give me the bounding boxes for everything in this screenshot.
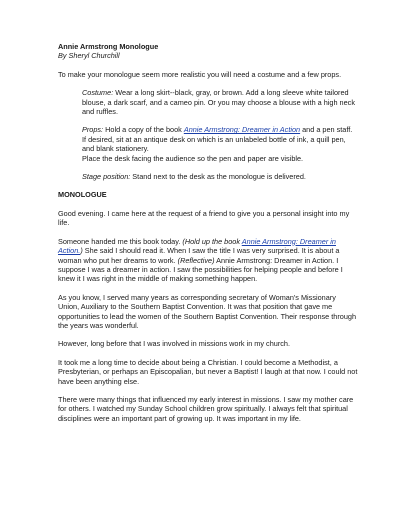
monologue-paragraph-3: As you know, I served many years as corresponding secretary of Woman's Missionary Union, Auxiliary to the Southern Baptist Convention. It was that position that gave me opportunities to lead the women of the Southern Baptist Convention. Their response through the years was wonderful. (58, 292, 357, 330)
stage-position-paragraph (82, 172, 358, 181)
monologue-paragraph-2 (58, 237, 358, 284)
props-label: Props: (82, 125, 104, 135)
monologue-paragraph-1: Good evening. I came here at the request of a friend to give you a personal insight into my life. (58, 208, 350, 228)
para2-close-paren: ) (80, 246, 83, 256)
monologue-paragraph-6: There were many things that influenced my early interest in missions. I saw my mother care for others. I watched my Sunday School children grow spiritually. I always felt that spiritual disciplines were an important part of growing up. It was important in my life. (58, 394, 354, 423)
book-title-link[interactable]: Annie Armstrong: Dreamer in Action (183, 125, 301, 135)
intro-paragraph: To make your monologue seem more realistic you will need a costume and a few props. (58, 69, 342, 79)
costume-text: Wear a long skirt--black, gray, or brown. Add a long sleeve white tailored blouse, a dark scarf, and a cameo pin. Or you may choose a blouse with a high neck and ruffles. (82, 88, 355, 117)
para2-part-f: Annie Armstrong: Dreamer in Action. I suppose I was a dreamer in action. I saw the possibilities for helping people and before I knew it I was right in the middle of making something happen. (58, 255, 343, 284)
props-text-3: Place the desk facing the audience so the pen and paper are visible. (82, 153, 304, 163)
props-text-1: Hold a copy of the book (103, 125, 184, 135)
author-byline: By Sheryl Churchill (58, 51, 120, 61)
costume-label: Costume: (82, 88, 114, 98)
monologue-paragraph-5: It took me a long time to decide about being a Christian. I could become a Methodist, a Presbyterian, or perhaps an Episcopalian, but never a Baptist! I laugh at that now. I could not have been anything else. (58, 357, 358, 386)
monologue-heading: MONOLOGUE (58, 190, 107, 200)
costume-paragraph (82, 88, 358, 116)
stage-text: Stand next to the desk as the monologue is delivered. (130, 172, 306, 182)
para2-part-d: She said I should read it. When I saw the title I was very surprised. It is about a woman who put her dreams to work. (58, 246, 340, 265)
para2-stage-direction-1: (Hold up the book (182, 236, 242, 246)
para2-part-a: Someone handed me this book today. (58, 236, 183, 246)
props-paragraph (82, 125, 358, 163)
document-page (58, 42, 358, 432)
stage-label: Stage position: (82, 172, 131, 182)
para2-book-link[interactable]: Annie Armstrong: Dreamer in Action. (58, 236, 336, 256)
para2-stage-direction-2: (Reflective) (177, 255, 215, 265)
document-title: Annie Armstrong Monologue (58, 42, 159, 51)
props-text-2: and a pen staff. If desired, sit at an antique desk on which is an unlabeled bottle of ink, a quill pen, and blank stationery. (82, 125, 353, 154)
monologue-paragraph-4: However, long before that I was involved in missions work in my church. (58, 339, 290, 349)
